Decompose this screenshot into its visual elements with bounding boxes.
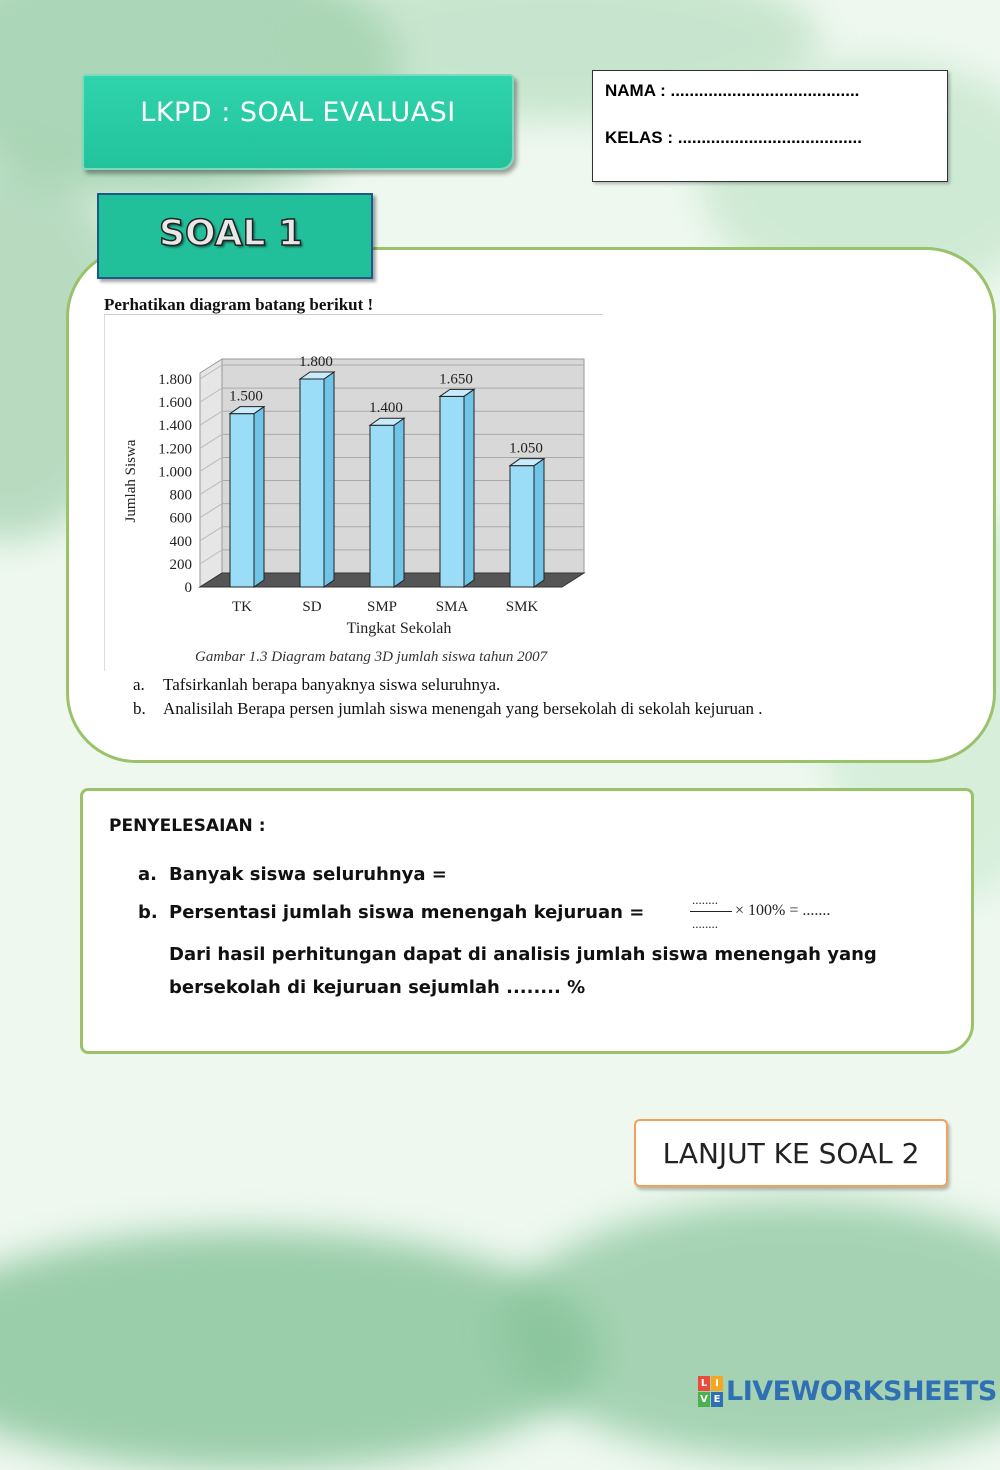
solution-b-label: b. [138,902,158,923]
x-tick-label: TK [232,599,252,615]
question-item-marker: b. [133,699,146,718]
question-item-text: Tafsirkanlah berapa banyaknya siswa seluruhnya. [163,675,501,694]
bar-value-label: 1.500 [229,388,263,405]
x-tick-label: SMA [435,599,469,615]
bar-side [464,389,474,587]
y-tick-label: 1.000 [158,464,192,481]
x-tick-label: SMP [366,599,398,615]
page-title: LKPD : SOAL EVALUASI [140,96,456,128]
question-item-a [133,673,763,697]
next-question-label: LANJUT KE SOAL 2 [662,1136,920,1170]
logo-letter: V [698,1392,710,1407]
x-axis-label: Tingkat Sekolah [346,620,452,637]
bar-value-label: 1.400 [369,400,403,417]
bar-value-label: 1.050 [509,440,543,457]
question-tab-label: SOAL 1 [159,212,303,254]
logo-letter: L [698,1376,710,1391]
solution-a-label: a. [138,864,157,885]
fraction-numerator[interactable]: ........ [692,892,718,907]
y-axis-ticks [158,372,192,596]
bar-side [324,372,334,587]
question-item-b [133,697,763,721]
liveworksheets-logo [698,1376,997,1407]
question-item-marker: a. [133,675,145,694]
y-tick-label: 1.600 [158,395,192,412]
bar-value-label: 1.800 [299,354,333,370]
bar-tk [230,407,264,587]
bar-front [510,466,534,587]
header-banner [82,74,514,170]
bar-front [440,396,464,587]
bar-front [300,379,324,587]
solution-b-text: Persentasi jumlah siswa menengah kejuruan = [169,902,645,923]
brand-name: LIVEWORKSHEETS [726,1376,997,1407]
fraction-rest: × 100% = ....... [735,902,831,919]
y-tick-label: 400 [169,533,192,550]
bar-smk [510,459,544,587]
x-axis-ticks [232,599,538,615]
logo-letter: E [711,1392,723,1407]
bar-front [230,414,254,587]
solution-heading: PENYELESAIAN : [109,816,266,836]
y-tick-label: 1.200 [158,441,192,458]
analysis-line-1: Dari hasil perhitungan dapat di analisis jumlah siswa menengah yang [169,944,877,965]
bar-value-label: 1.650 [439,371,473,388]
y-tick-label: 0 [184,580,192,596]
bar-sd [300,372,334,587]
solution-a-text: Banyak siswa seluruhnya = [169,864,447,885]
y-tick-label: 800 [169,487,192,504]
bar-side [254,407,264,587]
bar-side [394,418,404,587]
y-tick-label: 1.400 [158,418,192,435]
question-instruction: Perhatikan diagram batang berikut ! [104,295,374,314]
bar-side [534,459,544,587]
bar-sma [440,389,474,587]
class-field[interactable]: KELAS : ....................................... [605,128,862,147]
chart-side-wall [200,359,222,587]
next-question-button[interactable] [634,1119,948,1187]
y-tick-label: 600 [169,510,192,527]
question-item-text: Analisilah Berapa persen jumlah siswa menengah yang bersekolah di sekolah kejuruan . [163,699,763,718]
chart-caption: Gambar 1.3 Diagram batang 3D jumlah siswa tahun 2007 [195,649,548,665]
logo-letter: I [711,1376,723,1391]
x-tick-label: SD [302,599,322,615]
bar-chart [105,315,603,671]
x-tick-label: SMK [505,599,539,615]
fraction-bar [690,911,732,912]
fraction-denominator[interactable]: ........ [692,916,718,931]
chart-frame [104,314,603,671]
question-list [133,673,763,721]
question-tab [97,193,373,279]
name-field[interactable]: NAMA : ........................................ [605,81,860,100]
y-tick-label: 1.800 [158,372,192,388]
bar-front [370,425,394,587]
logo-icon [698,1376,723,1407]
bar-smp [370,418,404,587]
analysis-line-2: bersekolah di kejuruan sejumlah ........ % [169,977,586,998]
y-tick-label: 200 [169,556,192,573]
y-axis-label: Jumlah Siswa [123,439,139,523]
identity-box [592,70,948,182]
